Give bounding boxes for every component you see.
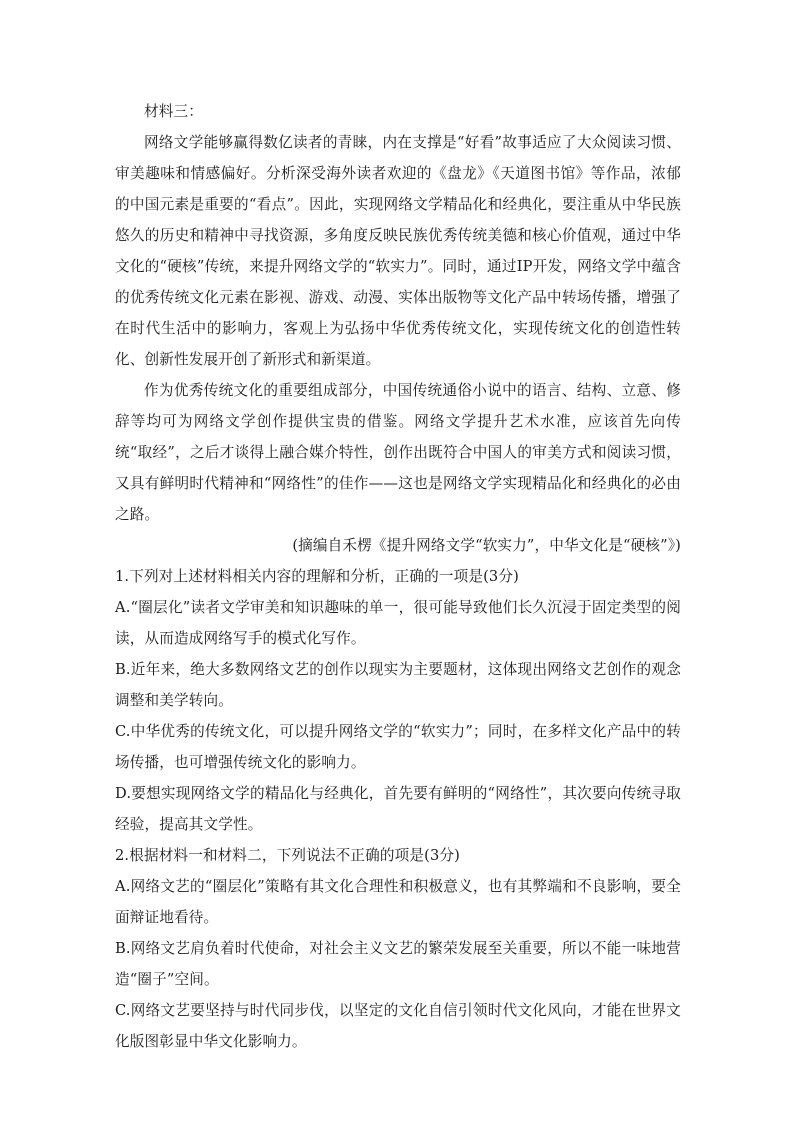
- material-heading: 材料三：: [144, 103, 203, 120]
- option-b: B.网络文艺肩负着时代使命，对社会主义文艺的繁荣发展至关重要，所以不能一味地营造“圈子”空间。: [115, 940, 681, 988]
- material-source: (摘编自禾楞《提升网络文学“软实力”，中华文化是“硬核”》): [292, 537, 681, 554]
- option-a: A.网络文艺的“圈层化”策略有其文化合理性和积极意义，也有其弊端和不良影响，要全面辩证地看待。: [115, 878, 681, 926]
- question-2: [115, 840, 681, 1057]
- option-a: A.“圈层化”读者文学审美和知识趣味的单一，很可能导致他们长久沉浸于固定类型的阅读，从而造成网络写手的模式化写作。: [115, 599, 681, 647]
- material-paragraph-1: 网络文学能够赢得数亿读者的青睐，内在支撑是“好看”故事适应了大众阅读习惯、审美趣味和情感偏好。分析深受海外读者欢迎的《盘龙》《天道图书馆》等作品，浓郁的中国元素是重要的“看点”。因此，实现网络文学精品化和经典化，要注重从中华民族悠久的历史和精神中寻找资源，多角度反映民族优秀传统美德和核心价值观，通过中华文化的“硬核”传统，来提升网络文学的“软实力”。同时，通过IP开发，网络文学中蕴含的优秀传统文化元素在影视、游戏、动漫、实体出版物等文化产品中转场传播，增强了在时代生活中的影响力，客观上为弘扬中华优秀传统文化，实现传统文化的创造性转化、创新性发展开创了新形式和新渠道。: [115, 134, 681, 368]
- document-page: [115, 96, 681, 1057]
- option-b: B.近年来，绝大多数网络文艺的创作以现实为主要题材，这体现出网络文艺创作的观念调整和美学转向。: [115, 661, 681, 709]
- option-c: C.网络文艺要坚持与时代同步伐，以坚定的文化自信引领时代文化风向，才能在世界文化版图彰显中华文化影响力。: [115, 1002, 681, 1050]
- option-d: D.要想实现网络文学的精品化与经典化，首先要有鲜明的“网络性”，其次要向传统寻取经验，提高其文学性。: [115, 785, 681, 833]
- material-paragraph-2: 作为优秀传统文化的重要组成部分，中国传统通俗小说中的语言、结构、立意、修辞等均可为网络文学创作提供宝贵的借鉴。网络文学提升艺术水准，应该首先向传统“取经”，之后才谈得上融合媒介特性，创作出既符合中国人的审美方式和阅读习惯，又具有鲜明时代精神和“网络性”的佳作——这也是网络文学实现精品化和经典化的必由之路。: [115, 382, 681, 523]
- question-1: [115, 561, 681, 840]
- question-stem: 1.下列对上述材料相关内容的理解和分析，正确的一项是(3分): [115, 568, 519, 585]
- option-c: C.中华优秀的传统文化，可以提升网络文学的“软实力”；同时，在多样文化产品中的转场传播，也可增强传统文化的影响力。: [115, 723, 681, 771]
- question-stem: 2.根据材料一和材料二，下列说法不正确的项是(3分): [115, 847, 460, 864]
